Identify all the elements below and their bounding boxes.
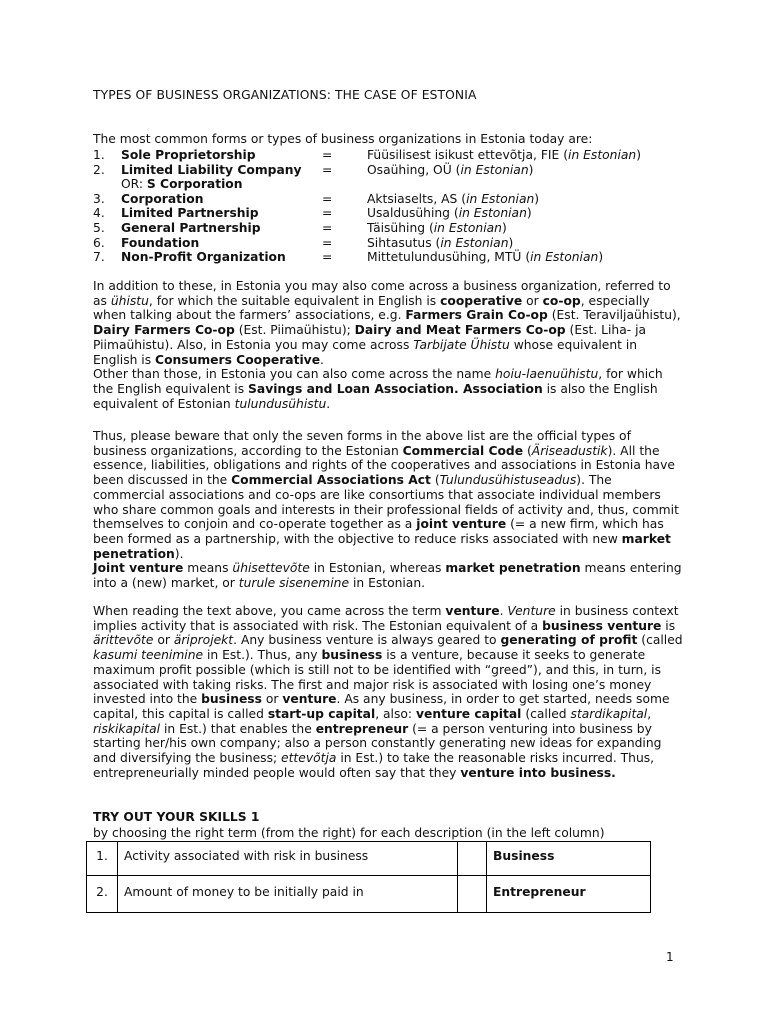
text-run: means entering into a (new) market, or bbox=[93, 561, 682, 591]
answer-cell[interactable] bbox=[458, 842, 487, 876]
alternative-form: OR: S Corporation bbox=[121, 177, 243, 192]
text-run: in Est.). Thus, any bbox=[203, 648, 322, 663]
form-term-est: Aktsiaselts, AS (in Estonian) bbox=[367, 191, 540, 206]
table-row bbox=[87, 876, 651, 913]
text-run: (called bbox=[637, 633, 683, 648]
text-run: . As any business, in order to get started, needs some capital, this capital is called bbox=[93, 692, 670, 721]
italic-term: Tulundusühistuseadus bbox=[439, 473, 577, 488]
text-run: . bbox=[326, 396, 331, 411]
text-run: . bbox=[320, 352, 324, 367]
form-term-est: Füüsilisest isikust ettevõtja, FIE (in Estonian) bbox=[367, 148, 642, 162]
bold-term: venture into business. bbox=[460, 765, 616, 780]
text-run: in Estonian. bbox=[349, 576, 426, 591]
form-term-en: Corporation bbox=[121, 191, 204, 206]
text-run: or bbox=[153, 633, 174, 648]
text-run: , for which the suitable equivalent in English is bbox=[148, 293, 441, 308]
equals-sign: = bbox=[322, 250, 333, 265]
item-number: 5. bbox=[93, 220, 105, 235]
text-run: (Est. Piimaühistu); bbox=[234, 323, 355, 338]
bold-term: Commercial Code bbox=[402, 443, 524, 458]
item-number: 2. bbox=[93, 162, 105, 177]
text-run: (called bbox=[521, 706, 571, 721]
item-number: 1. bbox=[93, 148, 105, 162]
intro-sentence: The most common forms or types of business organizations in Estonia today are: bbox=[93, 132, 593, 146]
bold-term: joint venture bbox=[416, 517, 507, 532]
text-run: ( bbox=[523, 443, 532, 458]
text-run: , bbox=[647, 706, 652, 721]
bold-term: market penetration bbox=[93, 531, 671, 561]
paragraph-official-forms bbox=[93, 429, 683, 591]
bold-term: venture bbox=[445, 604, 500, 618]
bold-term: Commercial Associations Act bbox=[231, 473, 431, 488]
bold-term: Dairy and Meat Farmers Co-op bbox=[354, 323, 566, 338]
text-run: Thus, please beware that only the seven forms in the above list are the official types of business organizations, according to the Estonian bbox=[93, 429, 631, 458]
bold-term: cooperative bbox=[440, 293, 523, 308]
list-item bbox=[93, 148, 693, 163]
row-number: 2. bbox=[87, 876, 118, 913]
text-run: in Est.) that enables the bbox=[160, 721, 316, 736]
text-run: ( bbox=[430, 473, 440, 488]
equals-sign: = bbox=[322, 235, 333, 250]
list-item bbox=[93, 192, 693, 207]
form-term-est: Sihtasutus (in Estonian) bbox=[367, 235, 514, 250]
form-term-en: Limited Liability Company bbox=[121, 162, 302, 177]
list-item-alternative bbox=[93, 177, 693, 192]
form-term-en: Limited Partnership bbox=[121, 206, 259, 221]
form-term-en: Non-Profit Organization bbox=[121, 250, 286, 265]
bold-term: entrepreneur bbox=[315, 721, 409, 736]
bold-term: venture capital bbox=[415, 706, 522, 721]
bold-term: venture bbox=[282, 692, 337, 707]
exercise-heading: TRY OUT YOUR SKILLS 1 bbox=[93, 810, 260, 824]
exercise-table bbox=[86, 841, 651, 913]
equals-sign: = bbox=[322, 220, 333, 235]
answer-cell[interactable] bbox=[458, 876, 487, 913]
bold-term: Savings and Loan Association. Association bbox=[248, 381, 543, 396]
page-number: 1 bbox=[666, 950, 674, 964]
paragraph-cooperatives bbox=[93, 279, 683, 411]
bold-term: start-up capital bbox=[267, 706, 376, 721]
description-cell: Amount of money to be initially paid in bbox=[118, 876, 458, 913]
text-run: ). bbox=[174, 546, 184, 561]
bold-term: business venture bbox=[542, 618, 662, 633]
form-term-est: Mittetulundusühing, MTÜ (in Estonian) bbox=[367, 250, 604, 265]
equals-sign: = bbox=[322, 206, 333, 221]
text-run: in Est.) to take the reasonable risks incurred. Thus, entrepreneurially minded people would often say that they bbox=[93, 751, 655, 780]
form-term-en: Foundation bbox=[121, 235, 200, 250]
text-run: (Est. Liha- ja Piimaühistu). Also, in Estonia you may come across bbox=[93, 323, 647, 352]
form-term-est: Osaühing, OÜ (in Estonian) bbox=[367, 162, 534, 177]
form-term-est: Täisühing (in Estonian) bbox=[367, 220, 507, 235]
italic-term: turule sisenemine bbox=[238, 576, 350, 591]
text-run: , also: bbox=[375, 706, 416, 721]
italic-term: tulundusühistu bbox=[234, 396, 327, 411]
text-run: In addition to these, in Estonia you may also come across a business organization, referred to as bbox=[93, 279, 671, 308]
table-row bbox=[87, 842, 651, 876]
bold-term: Dairy Farmers Co-op bbox=[93, 323, 235, 338]
text-run: When reading the text above, you came across the term bbox=[93, 604, 446, 618]
paragraph-venture bbox=[93, 604, 683, 780]
italic-term: kasumi teenimine bbox=[93, 648, 204, 663]
italic-term: hoiu-laenuühistu bbox=[495, 367, 599, 382]
italic-term: ühistu bbox=[110, 293, 149, 308]
italic-term: Tarbijate Ühistu bbox=[413, 337, 510, 352]
bold-term: co-op bbox=[542, 293, 581, 308]
text-run: means bbox=[183, 561, 233, 576]
bold-term: Joint venture bbox=[93, 561, 184, 576]
text-run: is bbox=[661, 618, 676, 633]
italic-term: Venture bbox=[507, 604, 556, 618]
business-forms-list bbox=[93, 148, 693, 265]
form-term-est: Usaldusühing (in Estonian) bbox=[367, 206, 532, 221]
text-run: in business context implies activity that is associated with risk. The Estonian equivalent of a bbox=[93, 604, 679, 633]
list-item bbox=[93, 206, 693, 221]
text-run: or bbox=[261, 692, 283, 707]
italic-term: ärittevõte bbox=[93, 633, 154, 648]
exercise-instruction: by choosing the right term (from the right) for each description (in the left column) bbox=[93, 826, 605, 840]
italic-term: ühisettevõte bbox=[232, 561, 310, 576]
equals-sign: = bbox=[322, 148, 333, 162]
text-run: whose equivalent in English is bbox=[93, 337, 638, 367]
list-item bbox=[93, 250, 693, 265]
text-run: (= a person venturing into business by starting her/his own company; also a person constantly generating new ideas for expanding and diversifying the business; bbox=[93, 721, 662, 766]
text-run: is also the English equivalent of Estonian bbox=[93, 381, 658, 411]
italic-term: äriprojekt bbox=[173, 633, 234, 648]
equals-sign: = bbox=[322, 162, 333, 177]
term-cell: Business bbox=[487, 842, 651, 876]
bold-term: Consumers Cooperative bbox=[155, 352, 321, 367]
list-item bbox=[93, 221, 693, 236]
italic-term: riskikapital bbox=[93, 721, 161, 736]
equals-sign: = bbox=[322, 191, 333, 206]
item-number: 6. bbox=[93, 235, 105, 250]
text-run: , for which the English equivalent is bbox=[93, 367, 663, 396]
italic-term: ettevõtja bbox=[281, 751, 337, 766]
text-run: . bbox=[499, 604, 508, 618]
text-run: ). The commercial associations and co-ops are like consortiums that associate individual members who share common goals and interests in their professional fields of activity and, thus, commit themselves to conjoin and co-operate together as a bbox=[93, 473, 679, 532]
item-number: 3. bbox=[93, 191, 105, 206]
text-run: (= a new firm, which has been formed as a partnership, with the objective to reduce risks associated with new bbox=[93, 517, 664, 546]
item-number: 4. bbox=[93, 206, 105, 221]
term-cell: Entrepreneur bbox=[487, 876, 651, 913]
bold-term: Farmers Grain Co-op bbox=[405, 308, 548, 323]
text-run: Other than those, in Estonia you can also come across the name bbox=[93, 367, 496, 382]
bold-term: business bbox=[321, 648, 383, 663]
text-run: (Est. Teraviljaühistu), bbox=[547, 308, 681, 323]
form-term-en: Sole Proprietorship bbox=[121, 148, 256, 162]
italic-term: Äriseadustik bbox=[531, 443, 608, 458]
form-term-en: General Partnership bbox=[121, 220, 261, 235]
item-number: 7. bbox=[93, 250, 105, 265]
text-run: . Any business venture is always geared to bbox=[233, 633, 501, 648]
description-cell: Activity associated with risk in business bbox=[118, 842, 458, 876]
text-run: ). All the essence, liabilities, obligations and rights of the cooperatives and associations in Estonia have been discussed in the bbox=[93, 443, 675, 488]
text-run: in Estonian, whereas bbox=[309, 561, 446, 576]
list-item bbox=[93, 236, 693, 251]
italic-term: stardikapital bbox=[570, 706, 648, 721]
row-number: 1. bbox=[87, 842, 118, 876]
text-run: or bbox=[522, 293, 543, 308]
text-run: is a venture, because it seeks to generate maximum profit possible (which is still not to be identified with “greed”), and this, in turn, is associated with taking risks. The first and major risk is associated with losing one’s money invested into the bbox=[93, 648, 661, 707]
list-item bbox=[93, 163, 693, 178]
text-run: , especially when talking about the farmers’ associations, e.g. bbox=[93, 293, 650, 323]
bold-term: market penetration bbox=[445, 561, 581, 576]
document-title: TYPES OF BUSINESS ORGANIZATIONS: THE CASE OF ESTONIA bbox=[93, 88, 477, 102]
bold-term: generating of profit bbox=[500, 633, 638, 648]
bold-term: business bbox=[201, 692, 262, 707]
